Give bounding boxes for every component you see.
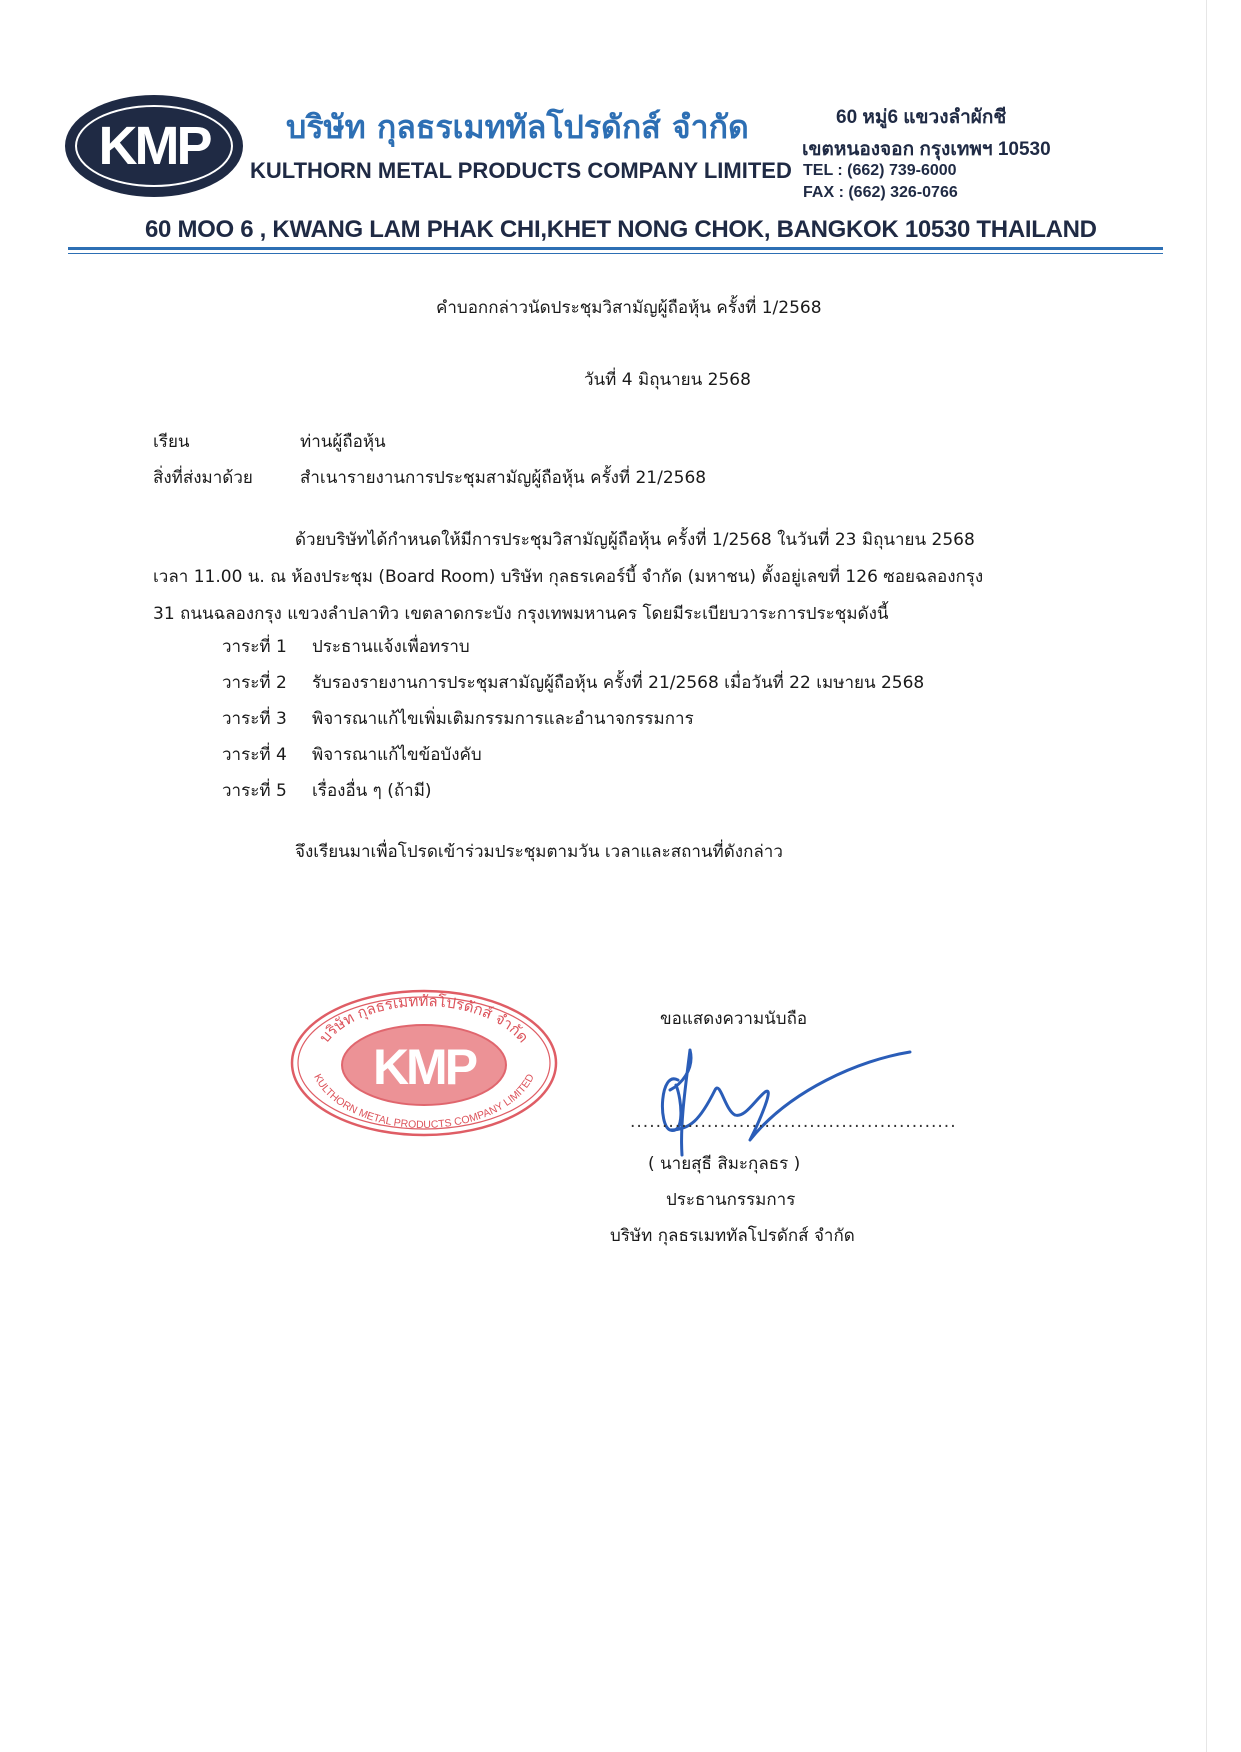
recipient-label: เรียน — [153, 432, 190, 452]
enclosure-value: สำเนารายงานการประชุมสามัญผู้ถือหุ้น ครั้งที่ 21/2568 — [300, 468, 707, 488]
signature-line: ................................................... — [630, 1112, 957, 1132]
regards-line: ขอแสดงความนับถือ — [660, 1009, 808, 1029]
agenda-text: เรื่องอื่น ๆ (ถ้ามี) — [312, 781, 432, 801]
recipient-value: ท่านผู้ถือหุ้น — [300, 432, 386, 452]
enclosure-label: สิ่งที่ส่งมาด้วย — [153, 468, 253, 488]
stamp-text-thai: บริษัท กุลธรเมททัลโปรดักส์ จำกัด — [315, 991, 533, 1047]
agenda-text: ประธานแจ้งเพื่อทราบ — [312, 637, 470, 657]
stamp-text-english: KULTHORN METAL PRODUCTS COMPANY LIMITED — [311, 1072, 537, 1132]
agenda-item — [222, 669, 1122, 696]
header-rule-thin — [68, 253, 1163, 254]
agenda-number: วาระที่ 5 — [222, 781, 287, 801]
telephone: TEL : (662) 739-6000 — [803, 162, 957, 179]
company-logo — [68, 98, 240, 194]
agenda-number: วาระที่ 4 — [222, 745, 287, 765]
letter-title: คำบอกกล่าวนัดประชุมวิสามัญผู้ถือหุ้น ครั้งที่ 1/2568 — [436, 298, 822, 318]
handwritten-signature — [640, 1030, 930, 1160]
letter-date: วันที่ 4 มิถุนายน 2568 — [584, 370, 751, 390]
signer-position: ประธานกรรมการ — [666, 1190, 796, 1210]
agenda-text: พิจารณาแก้ไขเพิ่มเติมกรรมการและอำนาจกรรมการ — [312, 709, 694, 729]
body-line-3: 31 ถนนฉลองกรุง แขวงลำปลาทิว เขตลาดกระบัง กรุงเทพมหานคร โดยมีระเบียบวาระการประชุมดังนี้ — [153, 604, 889, 624]
agenda-number: วาระที่ 3 — [222, 709, 287, 729]
fax: FAX : (662) 326-0766 — [803, 184, 958, 201]
agenda-item — [222, 741, 1122, 768]
body-line-1: ด้วยบริษัทได้กำหนดให้มีการประชุมวิสามัญผู้ถือหุ้น ครั้งที่ 1/2568 ในวันที่ 23 มิถุนายน 2568 — [295, 530, 975, 550]
signer-company: บริษัท กุลธรเมททัลโปรดักส์ จำกัด — [610, 1226, 855, 1246]
agenda-text: พิจารณาแก้ไขข้อบังคับ — [312, 745, 482, 765]
agenda-item — [222, 705, 1122, 732]
company-seal-stamp — [288, 988, 560, 1138]
agenda-number: วาระที่ 1 — [222, 637, 287, 657]
signer-name: ( นายสุธี สิมะกุลธร ) — [648, 1154, 801, 1174]
company-name-english: KULTHORN METAL PRODUCTS COMPANY LIMITED — [250, 158, 792, 183]
logo-text: KMP — [98, 116, 210, 176]
address-english: 60 MOO 6 , KWANG LAM PHAK CHI,KHET NONG CHOK, BANGKOK 10530 THAILAND — [145, 216, 1097, 243]
stamp-logo-text: KMP — [372, 1039, 476, 1095]
agenda-item — [222, 633, 1122, 660]
header-rule-thick — [68, 247, 1163, 250]
closing-line: จึงเรียนมาเพื่อโปรดเข้าร่วมประชุมตามวัน เวลาและสถานที่ดังกล่าว — [295, 842, 783, 862]
company-name-thai: บริษัท กุลธรเมททัลโปรดักส์ จำกัด — [286, 108, 749, 146]
address-thai-line1: 60 หมู่6 แขวงลำผักชี — [836, 107, 1007, 128]
body-line-2: เวลา 11.00 น. ณ ห้องประชุม (Board Room) บริษัท กุลธรเคอร์บี้ จำกัด (มหาชน) ตั้งอยู่เลขที่ 126 ซอยฉลองกรุง — [153, 567, 984, 587]
page-edge-shadow — [1206, 0, 1207, 1752]
agenda-number: วาระที่ 2 — [222, 673, 287, 693]
address-thai-line2: เขตหนองจอก กรุงเทพฯ 10530 — [802, 139, 1051, 160]
agenda-item — [222, 777, 1122, 804]
agenda-text: รับรองรายงานการประชุมสามัญผู้ถือหุ้น ครั้งที่ 21/2568 เมื่อวันที่ 22 เมษายน 2568 — [312, 673, 925, 693]
